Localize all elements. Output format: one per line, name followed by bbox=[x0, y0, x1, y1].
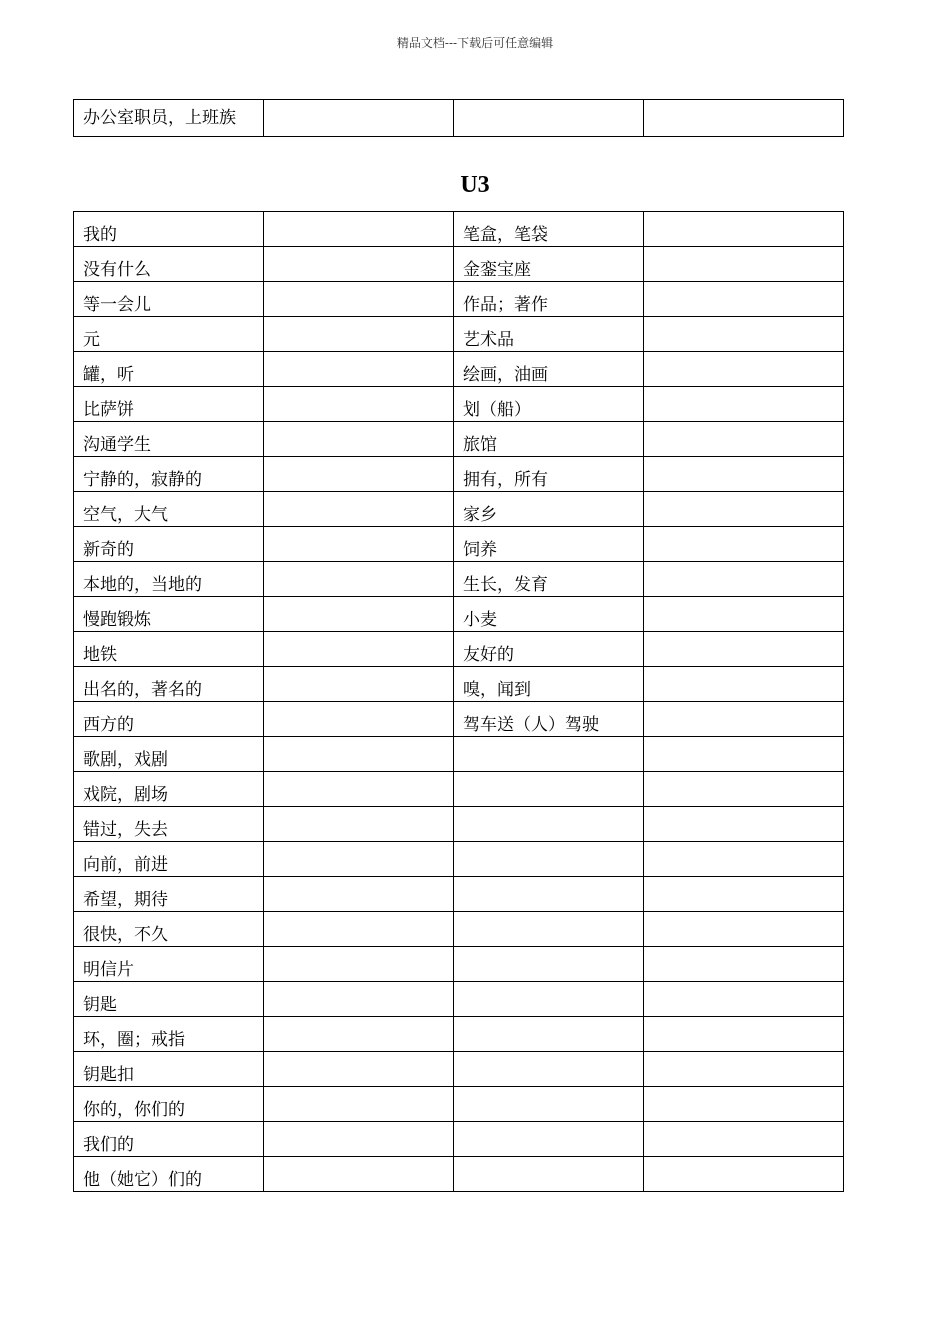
unit-title: U3 bbox=[460, 172, 490, 198]
chinese-term-cell: 小麦 bbox=[454, 597, 644, 632]
answer-cell bbox=[264, 562, 454, 597]
table-row bbox=[74, 807, 844, 842]
chinese-term-cell: 地铁 bbox=[74, 632, 264, 667]
answer-cell bbox=[644, 807, 844, 842]
table-row bbox=[74, 1087, 844, 1122]
answer-cell bbox=[264, 1122, 454, 1157]
chinese-term-cell bbox=[454, 912, 644, 947]
answer-cell bbox=[264, 1087, 454, 1122]
table-row bbox=[74, 100, 844, 137]
answer-cell bbox=[644, 1052, 844, 1087]
chinese-term-cell bbox=[454, 807, 644, 842]
answer-cell bbox=[644, 912, 844, 947]
chinese-term-cell: 友好的 bbox=[454, 632, 644, 667]
page-header: 精品文档---下载后可任意编辑 bbox=[396, 36, 554, 50]
chinese-term-cell: 饲养 bbox=[454, 527, 644, 562]
answer-cell bbox=[264, 457, 454, 492]
answer-cell bbox=[644, 1157, 844, 1192]
answer-cell bbox=[644, 982, 844, 1017]
chinese-term-cell bbox=[454, 1087, 644, 1122]
chinese-term-cell: 明信片 bbox=[74, 947, 264, 982]
chinese-term-cell bbox=[454, 947, 644, 982]
answer-cell bbox=[644, 737, 844, 772]
answer-cell bbox=[644, 422, 844, 457]
answer-cell bbox=[644, 247, 844, 282]
answer-cell bbox=[264, 282, 454, 317]
answer-cell bbox=[264, 702, 454, 737]
table-row bbox=[74, 247, 844, 282]
answer-cell bbox=[264, 492, 454, 527]
chinese-term-cell bbox=[454, 737, 644, 772]
answer-cell bbox=[644, 387, 844, 422]
table-row bbox=[74, 527, 844, 562]
answer-cell bbox=[264, 947, 454, 982]
table-row bbox=[74, 562, 844, 597]
table-row bbox=[74, 1017, 844, 1052]
chinese-term-cell: 沟通学生 bbox=[74, 422, 264, 457]
answer-cell bbox=[264, 387, 454, 422]
table-row bbox=[74, 667, 844, 702]
answer-cell bbox=[644, 457, 844, 492]
answer-cell bbox=[264, 772, 454, 807]
answer-cell bbox=[264, 1017, 454, 1052]
chinese-term-cell: 钥匙扣 bbox=[74, 1052, 264, 1087]
chinese-term-cell: 我们的 bbox=[74, 1122, 264, 1157]
chinese-term-cell: 出名的，著名的 bbox=[74, 667, 264, 702]
answer-cell bbox=[264, 1052, 454, 1087]
table-row bbox=[74, 842, 844, 877]
chinese-term-cell: 作品；著作 bbox=[454, 282, 644, 317]
answer-cell bbox=[644, 667, 844, 702]
chinese-term-cell: 元 bbox=[74, 317, 264, 352]
chinese-term-cell: 笔盒，笔袋 bbox=[454, 212, 644, 247]
chinese-term-cell: 新奇的 bbox=[74, 527, 264, 562]
table-row bbox=[74, 877, 844, 912]
table-row bbox=[74, 387, 844, 422]
chinese-term-cell: 罐，听 bbox=[74, 352, 264, 387]
answer-cell bbox=[264, 982, 454, 1017]
chinese-term-cell: 戏院，剧场 bbox=[74, 772, 264, 807]
chinese-term-cell: 划（船） bbox=[454, 387, 644, 422]
chinese-term-cell: 艺术品 bbox=[454, 317, 644, 352]
answer-cell bbox=[264, 597, 454, 632]
table-row bbox=[74, 422, 844, 457]
chinese-term-cell: 向前，前进 bbox=[74, 842, 264, 877]
chinese-term-cell: 很快，不久 bbox=[74, 912, 264, 947]
answer-cell bbox=[644, 632, 844, 667]
chinese-term-cell: 生长，发育 bbox=[454, 562, 644, 597]
table-row bbox=[74, 282, 844, 317]
answer-cell bbox=[264, 212, 454, 247]
chinese-term-cell bbox=[454, 1122, 644, 1157]
table-row bbox=[74, 632, 844, 667]
answer-cell bbox=[644, 1122, 844, 1157]
table-row bbox=[74, 317, 844, 352]
chinese-term-cell: 旅馆 bbox=[454, 422, 644, 457]
chinese-term-cell: 西方的 bbox=[74, 702, 264, 737]
answer-cell bbox=[264, 247, 454, 282]
answer-cell bbox=[644, 317, 844, 352]
table-row bbox=[74, 737, 844, 772]
chinese-term-cell: 比萨饼 bbox=[74, 387, 264, 422]
chinese-term-cell: 空气，大气 bbox=[74, 492, 264, 527]
chinese-term-cell: 你的，你们的 bbox=[74, 1087, 264, 1122]
chinese-term-cell: 他（她它）们的 bbox=[74, 1157, 264, 1192]
chinese-term-cell: 拥有，所有 bbox=[454, 457, 644, 492]
answer-cell bbox=[644, 282, 844, 317]
chinese-term-cell bbox=[454, 1157, 644, 1192]
answer-cell bbox=[644, 527, 844, 562]
table-row bbox=[74, 912, 844, 947]
answer-cell bbox=[264, 877, 454, 912]
chinese-term-cell bbox=[454, 1052, 644, 1087]
chinese-term-cell: 办公室职员，上班族 bbox=[74, 100, 264, 137]
chinese-term-cell: 歌剧，戏剧 bbox=[74, 737, 264, 772]
top-vocab-table bbox=[73, 99, 844, 137]
answer-cell bbox=[644, 100, 844, 137]
answer-cell bbox=[264, 317, 454, 352]
answer-cell bbox=[264, 527, 454, 562]
chinese-term-cell bbox=[454, 877, 644, 912]
answer-cell bbox=[644, 597, 844, 632]
table-row bbox=[74, 772, 844, 807]
table-row bbox=[74, 212, 844, 247]
answer-cell bbox=[644, 1087, 844, 1122]
answer-cell bbox=[644, 772, 844, 807]
table-row bbox=[74, 1157, 844, 1192]
chinese-term-cell: 本地的，当地的 bbox=[74, 562, 264, 597]
chinese-term-cell: 宁静的，寂静的 bbox=[74, 457, 264, 492]
answer-cell bbox=[264, 737, 454, 772]
chinese-term-cell: 希望，期待 bbox=[74, 877, 264, 912]
answer-cell bbox=[264, 842, 454, 877]
chinese-term-cell: 驾车送（人）驾驶 bbox=[454, 702, 644, 737]
table-row bbox=[74, 1122, 844, 1157]
answer-cell bbox=[644, 877, 844, 912]
chinese-term-cell: 环，圈；戒指 bbox=[74, 1017, 264, 1052]
table-row bbox=[74, 492, 844, 527]
chinese-term-cell bbox=[454, 982, 644, 1017]
answer-cell bbox=[644, 1017, 844, 1052]
chinese-term-cell bbox=[454, 1017, 644, 1052]
answer-cell bbox=[264, 912, 454, 947]
answer-cell bbox=[644, 352, 844, 387]
chinese-term-cell: 嗅，闻到 bbox=[454, 667, 644, 702]
chinese-term-cell: 金銮宝座 bbox=[454, 247, 644, 282]
chinese-term-cell: 我的 bbox=[74, 212, 264, 247]
table-row bbox=[74, 457, 844, 492]
table-row bbox=[74, 702, 844, 737]
chinese-term-cell: 等一会儿 bbox=[74, 282, 264, 317]
table-row bbox=[74, 597, 844, 632]
chinese-term-cell: 钥匙 bbox=[74, 982, 264, 1017]
table-row bbox=[74, 982, 844, 1017]
table-row bbox=[74, 352, 844, 387]
u3-vocab-table bbox=[73, 211, 844, 1192]
answer-cell bbox=[644, 947, 844, 982]
chinese-term-cell bbox=[454, 100, 644, 137]
chinese-term-cell: 慢跑锻炼 bbox=[74, 597, 264, 632]
answer-cell bbox=[644, 702, 844, 737]
table-row bbox=[74, 947, 844, 982]
answer-cell bbox=[264, 1157, 454, 1192]
answer-cell bbox=[644, 492, 844, 527]
answer-cell bbox=[644, 212, 844, 247]
chinese-term-cell: 没有什么 bbox=[74, 247, 264, 282]
answer-cell bbox=[264, 807, 454, 842]
chinese-term-cell: 家乡 bbox=[454, 492, 644, 527]
answer-cell bbox=[264, 100, 454, 137]
answer-cell bbox=[644, 562, 844, 597]
answer-cell bbox=[644, 842, 844, 877]
answer-cell bbox=[264, 352, 454, 387]
answer-cell bbox=[264, 422, 454, 457]
answer-cell bbox=[264, 632, 454, 667]
answer-cell bbox=[264, 667, 454, 702]
chinese-term-cell bbox=[454, 772, 644, 807]
table-row bbox=[74, 1052, 844, 1087]
chinese-term-cell: 绘画，油画 bbox=[454, 352, 644, 387]
chinese-term-cell: 错过，失去 bbox=[74, 807, 264, 842]
chinese-term-cell bbox=[454, 842, 644, 877]
